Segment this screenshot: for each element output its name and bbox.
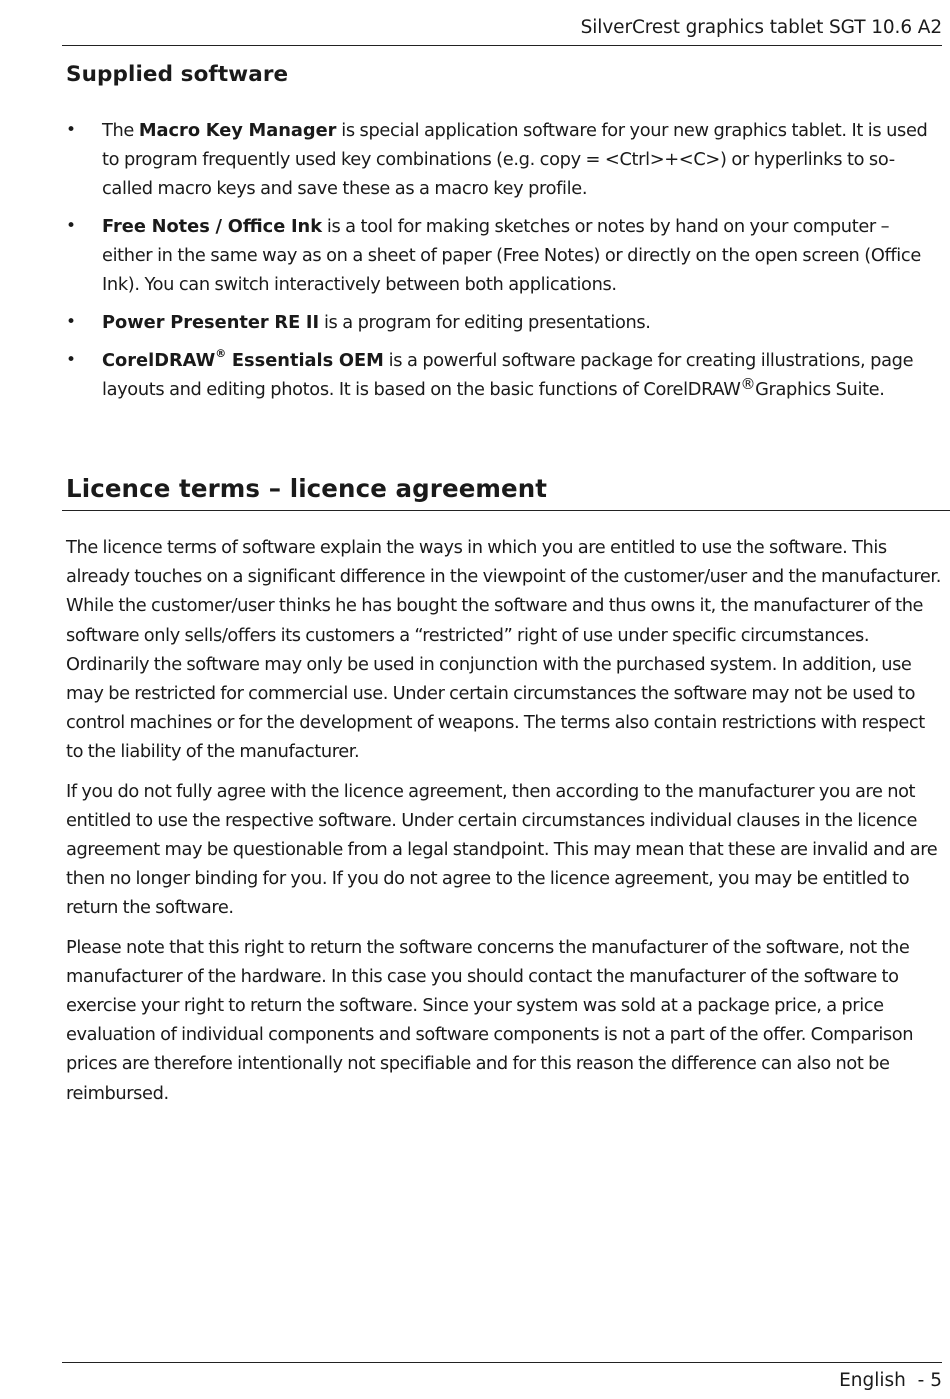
item-description: is a powerful software package for creating illustrations, page layouts and editing photos. It is based on the basic functions of CorelDRAW: [102, 350, 914, 400]
bullet-icon: •: [66, 312, 76, 332]
software-name: Free Notes / Office Ink: [102, 216, 323, 237]
paragraph: The licence terms of software explain the ways in which you are entitled to use the software. This already touches on a significant difference in the viewpoint of the customer/user and the manufacturer. While the customer/user thinks he has bought the software and thus owns it, the manufacturer of the software only sells/offers its customers a “restricted” right of use under specific circumstances. Ordinarily the software may only be used in conjunction with the purchased system. In addition, use may be restricted for commercial use. Under certain circumstances the software may not be used to control machines or for the development of weapons. The terms also contain restrictions with respect to the liability of the manufacturer.: [66, 537, 941, 763]
item-description: is special application software for your new graphics tablet. It is used to program frequently used key combinations (e.g. copy = <Ctrl>+<C>) or hyperlinks to so-called macro keys and save these as a macro key profile.: [102, 120, 928, 199]
document-title: SilverCrest graphics tablet SGT 10.6 A2: [580, 17, 942, 38]
software-name: Power Presenter RE II: [102, 312, 320, 333]
registered-mark: ®: [740, 375, 756, 393]
item-description: is a program for editing presentations.: [319, 312, 651, 333]
paragraph: If you do not fully agree with the licence agreement, then according to the manufacturer you are not entitled to use the respective software. Under certain circumstances individual clauses in the licence agreement may be questionable from a legal standpoint. This may mean that these are invalid and are then no longer binding for you. If you do not agree to the licence agreement, you may be entitled to return the software.: [66, 780, 938, 919]
page-footer: [62, 1362, 942, 1399]
list-item: [66, 116, 942, 203]
software-name-part: CorelDRAW: [102, 350, 216, 371]
software-name: [102, 347, 384, 371]
bullet-icon: •: [66, 216, 76, 236]
list-item: [66, 308, 942, 337]
software-name-part: Essentials OEM: [226, 350, 384, 371]
bullet-icon: •: [66, 120, 76, 140]
registered-mark: ®: [215, 347, 227, 360]
licence-heading: Licence terms – licence agreement: [62, 472, 950, 511]
item-prefix: The: [102, 120, 139, 141]
page-number: English - 5: [839, 1370, 942, 1391]
list-item: [66, 212, 942, 299]
list-item: [66, 346, 942, 404]
paragraph: Please note that this right to return the software concerns the manufacturer of the software, not the manufacturer of the hardware. In this case you should contact the manufacturer of the software to exercise your right to return the software. Since your system was sold at a package price, a price evaluation of individual components and software components is not a part of the offer. Comparison prices are therefore intentionally not specifiable and for this reason the difference can also not be reimbursed.: [66, 936, 914, 1104]
supplied-software-heading: Supplied software: [66, 62, 289, 87]
bullet-icon: •: [66, 350, 76, 370]
item-description: Graphics Suite.: [755, 379, 885, 400]
licence-body: [66, 533, 942, 1118]
item-description: is a tool for making sketches or notes by hand on your computer – either in the same way as on a sheet of paper (Free Notes) or directly on the open screen (Office Ink). You can switch interactively between both applications.: [102, 216, 921, 295]
page-content: [66, 58, 942, 1104]
page-header: [62, 14, 942, 46]
software-name: Macro Key Manager: [138, 120, 337, 141]
software-list: [66, 116, 942, 404]
